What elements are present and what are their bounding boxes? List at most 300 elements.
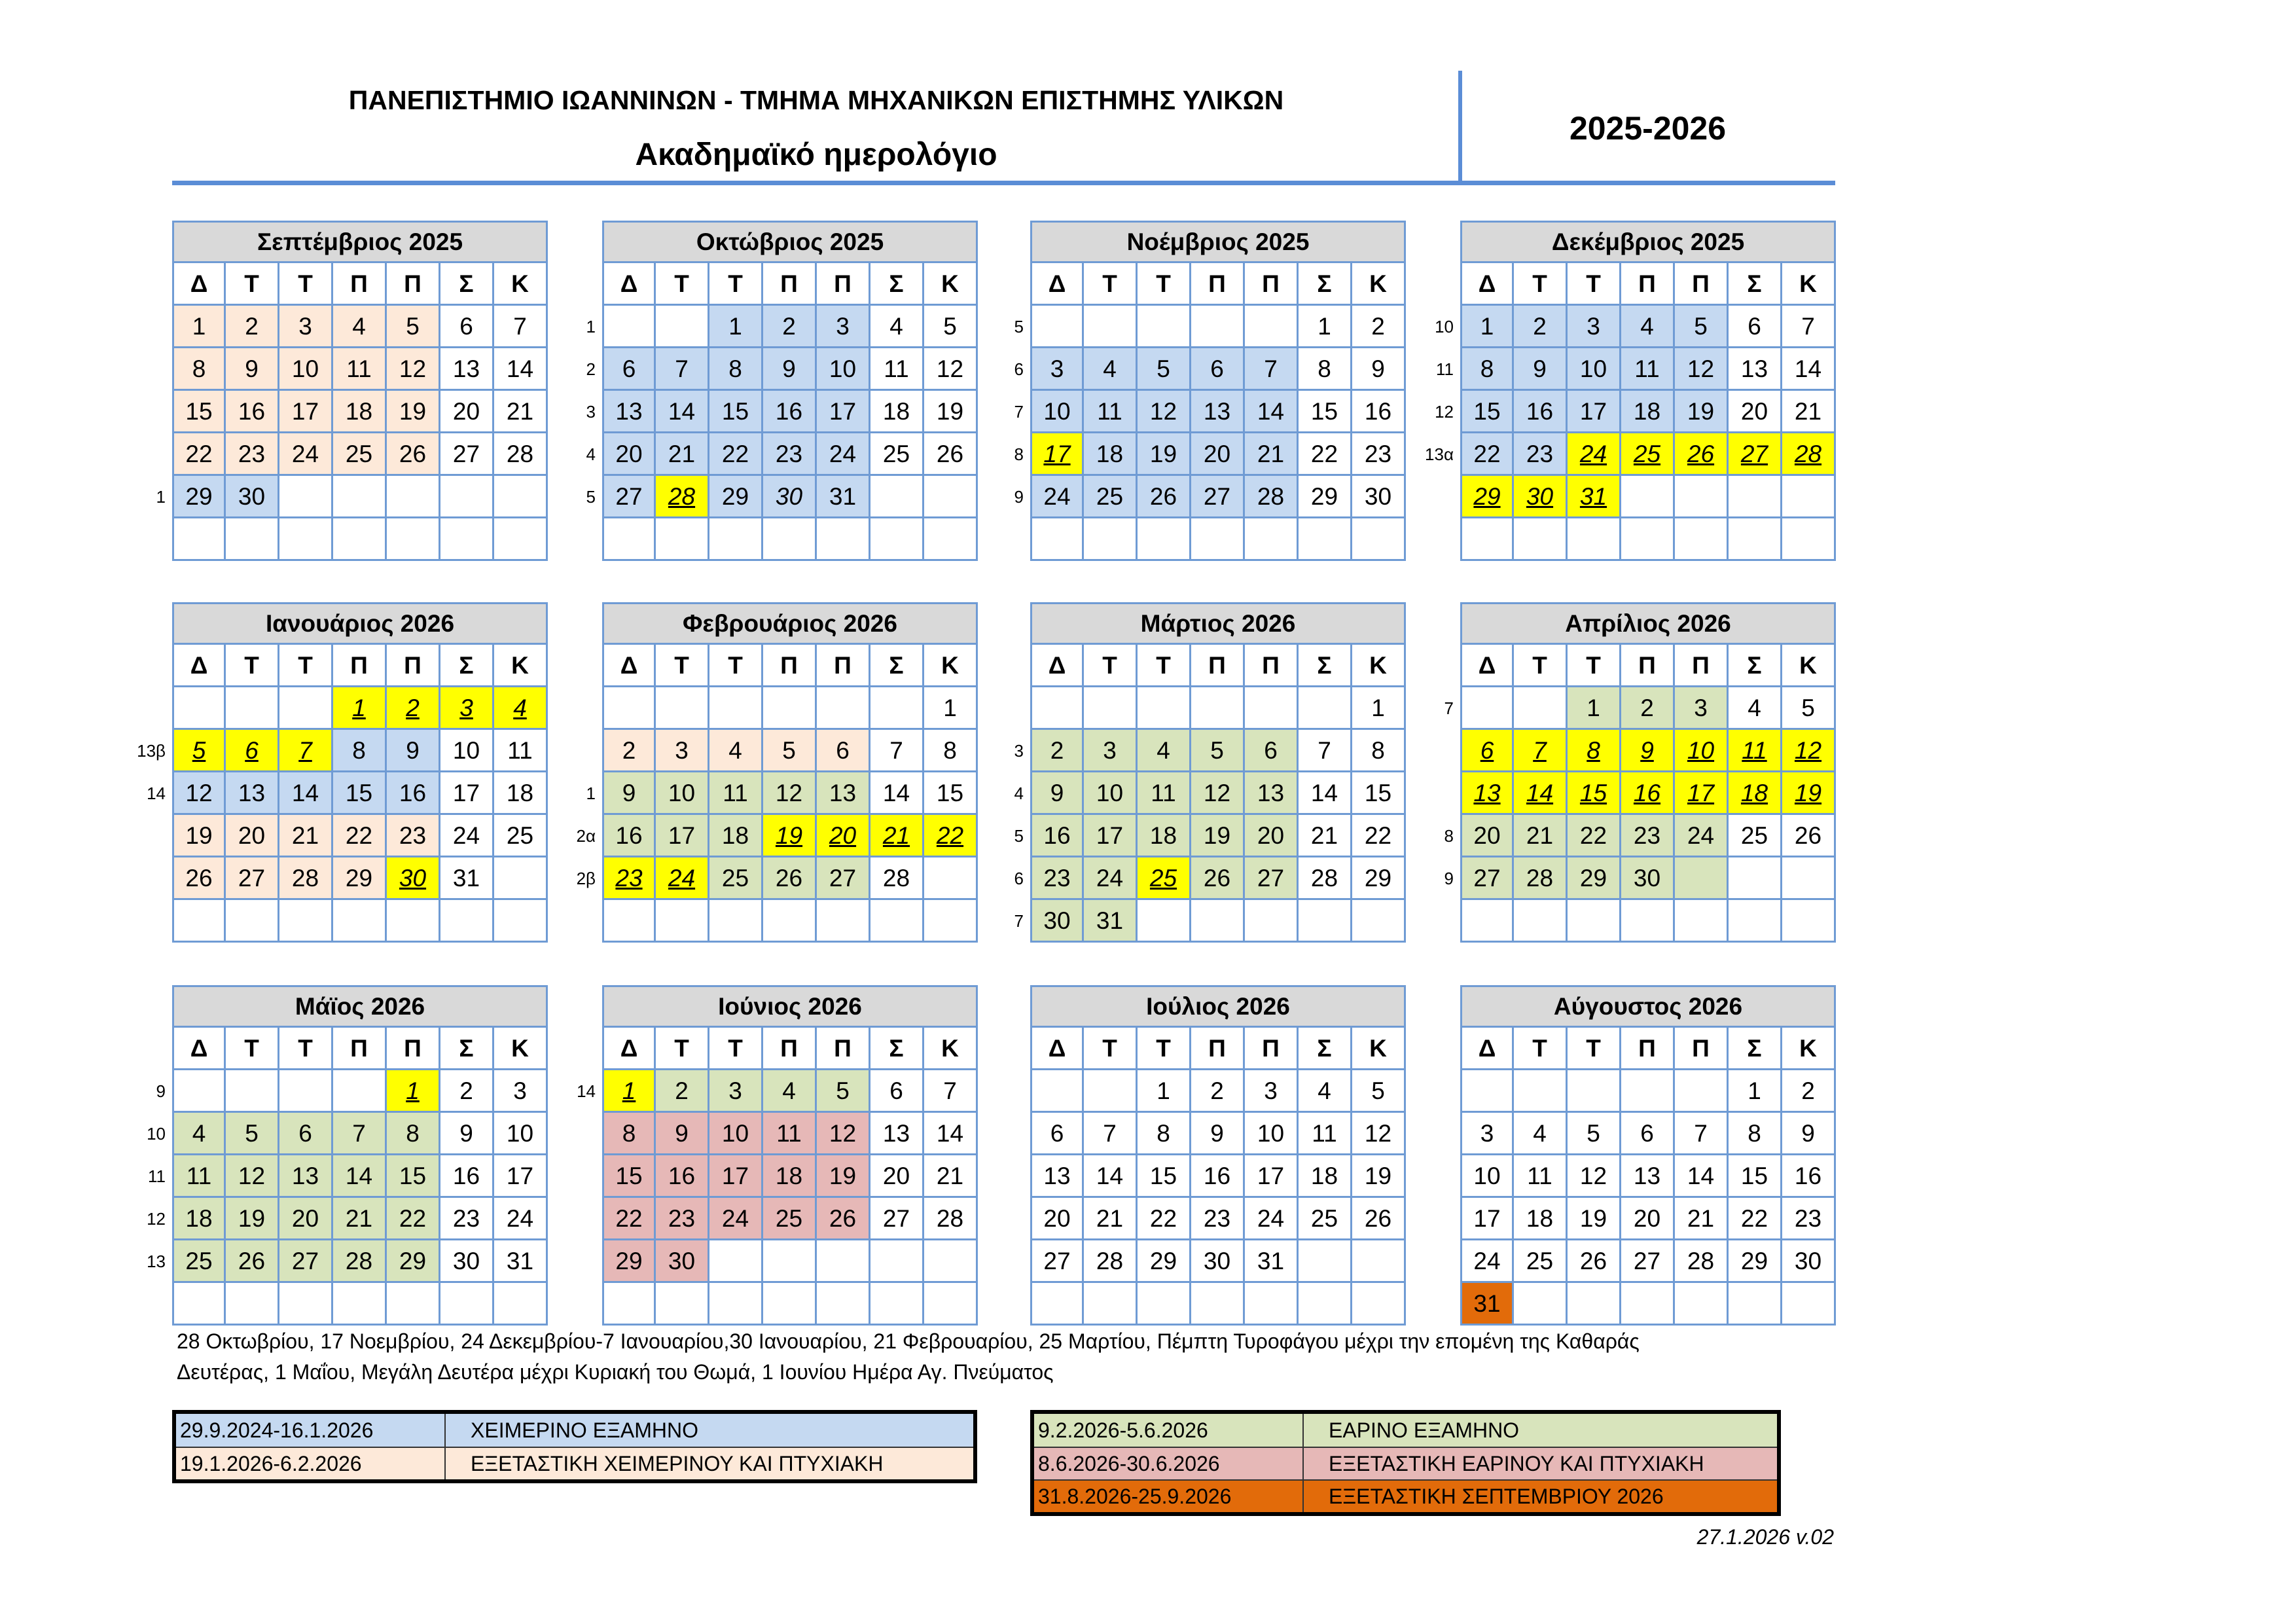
empty-cell: [1245, 687, 1299, 730]
day-cell: 7: [1782, 306, 1836, 348]
day-cell: 10: [440, 730, 494, 772]
week-number: [559, 687, 602, 730]
month-title: Νοέμβριος 2025: [1030, 221, 1406, 263]
day-cell: 14: [656, 391, 709, 433]
day-cell: 15: [1299, 391, 1352, 433]
day-cell: 14: [279, 772, 333, 815]
week-number: 5: [1014, 826, 1024, 846]
day-cell: 25: [1084, 476, 1138, 518]
empty-cell: [1299, 1283, 1352, 1326]
empty-cell: [226, 518, 279, 561]
day-cell: 12: [1568, 1155, 1621, 1198]
day-cell: 15: [1138, 1155, 1191, 1198]
day-cell: 20: [279, 1198, 333, 1240]
day-cell: 5: [1138, 348, 1191, 391]
day-cell: 13: [1621, 1155, 1675, 1198]
empty-cell: [494, 900, 548, 943]
day-cell: 15: [1460, 391, 1514, 433]
empty-cell: [763, 1240, 817, 1283]
weekday-header: Π: [1191, 263, 1245, 306]
weekday-header: Π: [1621, 645, 1675, 687]
week-gutter-spacer: [129, 1028, 172, 1070]
day-cell: 23: [440, 1198, 494, 1240]
day-cell: 2: [387, 687, 440, 730]
day-cell: 28: [1299, 857, 1352, 900]
day-cell: 28: [279, 857, 333, 900]
day-cell: 14: [1782, 348, 1836, 391]
day-cell: 16: [226, 391, 279, 433]
week-number: [559, 1283, 602, 1326]
day-cell: 14: [1299, 772, 1352, 815]
day-cell: 14: [1675, 1155, 1729, 1198]
week-gutter-spacer: [559, 985, 602, 1028]
weekday-header: Σ: [1729, 1028, 1782, 1070]
day-cell: 18: [333, 391, 387, 433]
week-number: [1417, 772, 1460, 815]
day-cell: 4: [333, 306, 387, 348]
week-number: [129, 348, 172, 391]
day-cell: 30: [1352, 476, 1406, 518]
weekday-header: Κ: [924, 263, 978, 306]
empty-cell: [226, 900, 279, 943]
day-cell: 26: [1782, 815, 1836, 857]
weekday-header: Σ: [870, 263, 924, 306]
day-cell: 15: [602, 1155, 656, 1198]
weekday-header: Δ: [1460, 263, 1514, 306]
day-cell: 3: [1568, 306, 1621, 348]
weekday-header: Κ: [1352, 645, 1406, 687]
day-cell: 24: [1675, 815, 1729, 857]
day-cell: 5: [763, 730, 817, 772]
day-cell: 17: [817, 391, 870, 433]
day-cell: 7: [870, 730, 924, 772]
day-cell: 11: [1729, 730, 1782, 772]
day-cell: 25: [333, 433, 387, 476]
day-cell: 17: [1568, 391, 1621, 433]
day-cell: 11: [763, 1113, 817, 1155]
week-number: [129, 1283, 172, 1326]
day-cell: 5: [1352, 1070, 1406, 1113]
month-calendar: [1417, 602, 1836, 943]
day-cell: 23: [602, 857, 656, 900]
week-number: 11: [148, 1166, 166, 1186]
day-cell: 28: [494, 433, 548, 476]
empty-cell: [1030, 687, 1084, 730]
day-cell: 2: [1191, 1070, 1245, 1113]
weekday-header: Τ: [709, 645, 763, 687]
day-cell: 29: [333, 857, 387, 900]
day-cell: 18: [1514, 1198, 1568, 1240]
empty-cell: [1084, 306, 1138, 348]
weekday-header: Π: [387, 1028, 440, 1070]
day-cell: 1: [387, 1070, 440, 1113]
weekday-header: Τ: [1514, 263, 1568, 306]
empty-cell: [1191, 687, 1245, 730]
empty-cell: [709, 1240, 763, 1283]
day-cell: 19: [924, 391, 978, 433]
day-cell: 21: [870, 815, 924, 857]
day-cell: 9: [602, 772, 656, 815]
week-gutter-spacer: [1417, 985, 1460, 1028]
week-number: [559, 1240, 602, 1283]
week-gutter-spacer: [987, 602, 1030, 645]
legend-label: ΧΕΙΜΕΡΙΝΟ ΕΞΑΜΗΝΟ: [471, 1418, 698, 1442]
day-cell: 8: [1460, 348, 1514, 391]
weekday-header: Σ: [870, 1028, 924, 1070]
day-cell: 29: [1729, 1240, 1782, 1283]
day-cell: 18: [709, 815, 763, 857]
week-gutter-spacer: [559, 263, 602, 306]
day-cell: 25: [1729, 815, 1782, 857]
empty-cell: [1030, 306, 1084, 348]
day-cell: 31: [440, 857, 494, 900]
day-cell: 25: [1621, 433, 1675, 476]
week-gutter-spacer: [987, 1028, 1030, 1070]
weekday-header: Τ: [1084, 263, 1138, 306]
weekday-header: Π: [1675, 645, 1729, 687]
day-cell: 21: [279, 815, 333, 857]
empty-cell: [494, 1283, 548, 1326]
day-cell: 4: [1084, 348, 1138, 391]
day-cell: 16: [763, 391, 817, 433]
day-cell: 14: [924, 1113, 978, 1155]
day-cell: 27: [440, 433, 494, 476]
weekday-header: Τ: [709, 263, 763, 306]
empty-cell: [1621, 1283, 1675, 1326]
week-number: 8: [1014, 444, 1024, 464]
month-calendar: [1417, 985, 1836, 1326]
day-cell: 16: [1621, 772, 1675, 815]
day-cell: 15: [709, 391, 763, 433]
day-cell: 5: [1568, 1113, 1621, 1155]
week-number: 14: [147, 784, 166, 803]
empty-cell: [870, 687, 924, 730]
day-cell: 15: [1352, 772, 1406, 815]
day-cell: 20: [1729, 391, 1782, 433]
empty-cell: [1191, 900, 1245, 943]
weekday-header: Τ: [1138, 263, 1191, 306]
day-cell: 16: [656, 1155, 709, 1198]
week-number: [129, 815, 172, 857]
day-cell: 4: [763, 1070, 817, 1113]
day-cell: 9: [387, 730, 440, 772]
day-cell: 11: [494, 730, 548, 772]
empty-cell: [924, 476, 978, 518]
day-cell: 24: [494, 1198, 548, 1240]
day-cell: 22: [924, 815, 978, 857]
empty-cell: [333, 518, 387, 561]
weekday-header: Τ: [279, 645, 333, 687]
day-cell: 25: [494, 815, 548, 857]
day-cell: 24: [709, 1198, 763, 1240]
day-cell: 29: [709, 476, 763, 518]
weekday-header: Π: [817, 645, 870, 687]
day-cell: 27: [1191, 476, 1245, 518]
week-number: 13β: [137, 741, 166, 761]
weekday-header: Δ: [1460, 645, 1514, 687]
day-cell: 11: [172, 1155, 226, 1198]
day-cell: 20: [817, 815, 870, 857]
empty-cell: [656, 900, 709, 943]
day-cell: 2: [1621, 687, 1675, 730]
day-cell: 6: [1460, 730, 1514, 772]
empty-cell: [656, 518, 709, 561]
day-cell: 17: [494, 1155, 548, 1198]
weekday-header: Δ: [602, 263, 656, 306]
day-cell: 16: [1514, 391, 1568, 433]
empty-cell: [440, 900, 494, 943]
weekday-header: Π: [1621, 263, 1675, 306]
week-gutter-spacer: [987, 645, 1030, 687]
day-cell: 16: [1352, 391, 1406, 433]
day-cell: 13: [279, 1155, 333, 1198]
day-cell: 28: [1514, 857, 1568, 900]
month-calendar: [987, 221, 1406, 561]
day-cell: 10: [817, 348, 870, 391]
day-cell: 26: [817, 1198, 870, 1240]
day-cell: 12: [763, 772, 817, 815]
day-cell: 18: [1299, 1155, 1352, 1198]
day-cell: 27: [1729, 433, 1782, 476]
empty-cell: [924, 900, 978, 943]
day-cell: 22: [1460, 433, 1514, 476]
week-number: [987, 1113, 1030, 1155]
empty-cell: [763, 518, 817, 561]
day-cell: 14: [494, 348, 548, 391]
day-cell: 26: [1568, 1240, 1621, 1283]
day-cell: 10: [494, 1113, 548, 1155]
month-title: Μάρτιος 2026: [1030, 602, 1406, 645]
week-number: 1: [586, 784, 596, 803]
day-cell: 3: [1084, 730, 1138, 772]
weekday-header: Κ: [1352, 263, 1406, 306]
empty-cell: [279, 476, 333, 518]
day-cell: 21: [1782, 391, 1836, 433]
empty-cell: [763, 900, 817, 943]
empty-cell: [1568, 518, 1621, 561]
empty-cell: [226, 1070, 279, 1113]
day-cell: 24: [1245, 1198, 1299, 1240]
day-cell: 18: [870, 391, 924, 433]
week-number: 13α: [1425, 444, 1454, 464]
day-cell: 29: [1138, 1240, 1191, 1283]
empty-cell: [656, 687, 709, 730]
week-gutter-spacer: [129, 263, 172, 306]
day-cell: 26: [387, 433, 440, 476]
week-gutter-spacer: [1417, 263, 1460, 306]
day-cell: 13: [602, 391, 656, 433]
day-cell: 14: [333, 1155, 387, 1198]
legend-row: [1034, 1414, 1777, 1447]
weekday-header: Π: [1191, 1028, 1245, 1070]
week-number: [559, 1198, 602, 1240]
day-cell: 19: [387, 391, 440, 433]
day-cell: 7: [1675, 1113, 1729, 1155]
day-cell: 12: [226, 1155, 279, 1198]
day-cell: 13: [440, 348, 494, 391]
day-cell: 26: [1138, 476, 1191, 518]
day-cell: 12: [924, 348, 978, 391]
day-cell: 11: [333, 348, 387, 391]
day-cell: 18: [494, 772, 548, 815]
day-cell: 10: [1675, 730, 1729, 772]
day-cell: 26: [1191, 857, 1245, 900]
day-cell: 15: [1568, 772, 1621, 815]
day-cell: 3: [494, 1070, 548, 1113]
empty-cell: [1729, 476, 1782, 518]
week-number: [987, 1155, 1030, 1198]
day-cell: 4: [1514, 1113, 1568, 1155]
empty-cell: [1191, 306, 1245, 348]
day-cell: 23: [656, 1198, 709, 1240]
empty-cell: [1514, 1283, 1568, 1326]
week-number: [129, 433, 172, 476]
empty-cell: [870, 1283, 924, 1326]
empty-cell: [333, 1070, 387, 1113]
day-cell: 8: [924, 730, 978, 772]
week-number: 7: [1014, 911, 1024, 931]
weekday-header: Π: [333, 645, 387, 687]
day-cell: 2: [440, 1070, 494, 1113]
empty-cell: [1514, 900, 1568, 943]
day-cell: 6: [440, 306, 494, 348]
day-cell: 25: [709, 857, 763, 900]
weekday-header: Σ: [440, 1028, 494, 1070]
week-number: 7: [1444, 698, 1454, 718]
empty-cell: [817, 1240, 870, 1283]
week-number: 3: [1014, 741, 1024, 761]
empty-cell: [1191, 1283, 1245, 1326]
day-cell: 13: [817, 772, 870, 815]
day-cell: 25: [763, 1198, 817, 1240]
day-cell: 29: [387, 1240, 440, 1283]
day-cell: 30: [763, 476, 817, 518]
day-cell: 18: [1621, 391, 1675, 433]
day-cell: 10: [709, 1113, 763, 1155]
day-cell: 21: [1245, 433, 1299, 476]
empty-cell: [1245, 518, 1299, 561]
day-cell: 19: [1138, 433, 1191, 476]
month-calendar: [559, 221, 978, 561]
month-title: Ιούνιος 2026: [602, 985, 978, 1028]
week-number: 2β: [576, 869, 596, 888]
empty-cell: [279, 1070, 333, 1113]
day-cell: 23: [1782, 1198, 1836, 1240]
day-cell: 24: [1568, 433, 1621, 476]
month-calendar: [987, 985, 1406, 1326]
day-cell: 10: [1460, 1155, 1514, 1198]
empty-cell: [656, 1283, 709, 1326]
day-cell: 5: [1675, 306, 1729, 348]
day-cell: 26: [1675, 433, 1729, 476]
weekday-header: Σ: [1729, 263, 1782, 306]
day-cell: 2: [226, 306, 279, 348]
day-cell: 11: [1514, 1155, 1568, 1198]
day-cell: 31: [817, 476, 870, 518]
week-gutter-spacer: [129, 602, 172, 645]
week-number: [129, 900, 172, 943]
day-cell: 31: [494, 1240, 548, 1283]
week-number: [1417, 1198, 1460, 1240]
week-number: [987, 1198, 1030, 1240]
day-cell: 9: [440, 1113, 494, 1155]
day-cell: 22: [1729, 1198, 1782, 1240]
day-cell: 21: [1514, 815, 1568, 857]
empty-cell: [1352, 1283, 1406, 1326]
month-calendar: [129, 221, 548, 561]
day-cell: 9: [1191, 1113, 1245, 1155]
day-cell: 6: [817, 730, 870, 772]
day-cell: 22: [1299, 433, 1352, 476]
empty-cell: [1299, 1240, 1352, 1283]
empty-cell: [870, 900, 924, 943]
week-number: [559, 1113, 602, 1155]
empty-cell: [1299, 900, 1352, 943]
day-cell: 20: [602, 433, 656, 476]
day-cell: 28: [1675, 1240, 1729, 1283]
week-number: 12: [147, 1209, 166, 1229]
day-cell: 21: [494, 391, 548, 433]
day-cell: 20: [1191, 433, 1245, 476]
day-cell: 4: [172, 1113, 226, 1155]
empty-cell: [1568, 1070, 1621, 1113]
day-cell: 7: [1245, 348, 1299, 391]
day-cell: 10: [1030, 391, 1084, 433]
empty-cell: [1675, 518, 1729, 561]
empty-cell: [1138, 518, 1191, 561]
weekday-header: Π: [817, 1028, 870, 1070]
weekday-header: Π: [763, 263, 817, 306]
month-title: Δεκέμβριος 2025: [1460, 221, 1836, 263]
day-cell: 22: [387, 1198, 440, 1240]
day-cell: 16: [1782, 1155, 1836, 1198]
empty-cell: [333, 900, 387, 943]
day-cell: 23: [1191, 1198, 1245, 1240]
week-number: [559, 518, 602, 561]
holiday-notes-line-2: Δευτέρας, 1 Μαΐου, Μεγάλη Δευτέρα μέχρι Κυριακή του Θωμά, 1 Ιουνίου Ημέρα Αγ. Πνεύματος: [177, 1360, 1054, 1384]
weekday-header: Δ: [1460, 1028, 1514, 1070]
week-number: [1417, 1155, 1460, 1198]
day-cell: 1: [709, 306, 763, 348]
empty-cell: [1245, 1283, 1299, 1326]
day-cell: 11: [1084, 391, 1138, 433]
day-cell: 22: [1352, 815, 1406, 857]
day-cell: 27: [1621, 1240, 1675, 1283]
weekday-header: Τ: [279, 1028, 333, 1070]
empty-cell: [172, 687, 226, 730]
weekday-header: Τ: [1568, 645, 1621, 687]
weekday-header: Π: [333, 263, 387, 306]
day-cell: 9: [1782, 1113, 1836, 1155]
day-cell: 18: [1138, 815, 1191, 857]
day-cell: 6: [1030, 1113, 1084, 1155]
empty-cell: [440, 1283, 494, 1326]
week-gutter-spacer: [129, 985, 172, 1028]
week-number: 6: [1014, 359, 1024, 379]
day-cell: 27: [870, 1198, 924, 1240]
legend-date-range: 29.9.2024-16.1.2026: [176, 1414, 446, 1447]
empty-cell: [763, 1283, 817, 1326]
week-number: 1: [586, 317, 596, 336]
day-cell: 17: [440, 772, 494, 815]
month-calendar: [559, 985, 978, 1326]
weekday-header: Τ: [1514, 1028, 1568, 1070]
legend-label: ΕΞΕΤΑΣΤΙΚΗ ΣΕΠΤΕΜΒΡΙΟΥ 2026: [1329, 1484, 1664, 1508]
week-gutter-spacer: [559, 645, 602, 687]
week-number: 5: [586, 487, 596, 507]
day-cell: 3: [1675, 687, 1729, 730]
week-number: [1417, 518, 1460, 561]
